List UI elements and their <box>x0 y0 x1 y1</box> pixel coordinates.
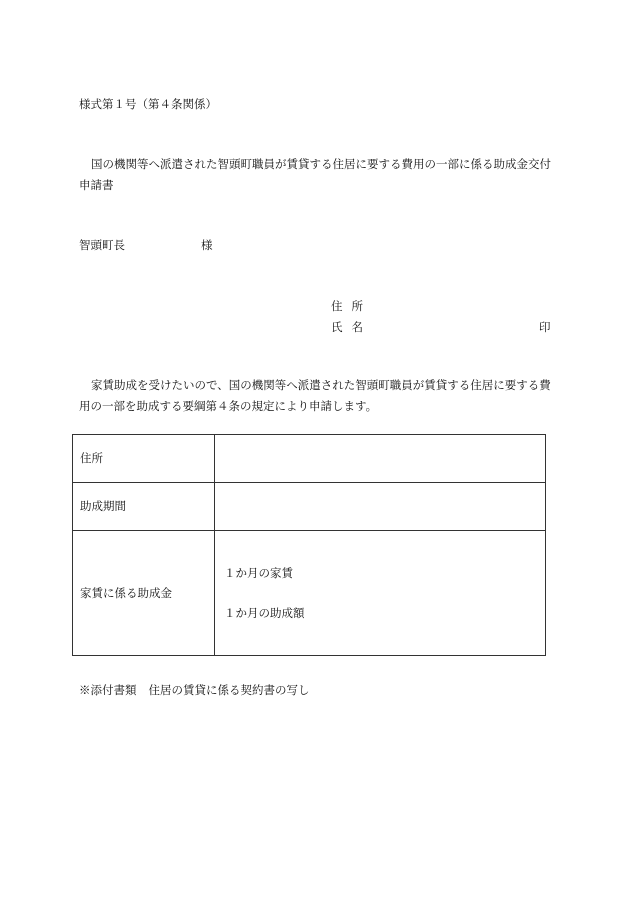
application-statement: 家賃助成を受けたいので、国の機関等へ派遣された智頭町職員が賃貸する住居に要する費用の一部を助成する要綱第４条の規定により申請します。 <box>79 378 551 413</box>
subsidy-lines <box>222 563 545 623</box>
table-row-address <box>73 435 546 483</box>
table-label-address: 住所 <box>73 435 215 483</box>
addressee-name: 智頭町長 <box>79 238 125 252</box>
attachment-label: ※添付書類 <box>79 683 137 697</box>
form-number: 様式第１号（第４条関係） <box>79 97 217 111</box>
table-value-address[interactable] <box>215 435 546 483</box>
applicant-address-label: 住所 <box>331 299 372 313</box>
table-row-period <box>73 483 546 531</box>
attachment-text: 住居の賃貸に係る契約書の写し <box>148 683 310 697</box>
table-row-subsidy <box>73 531 546 656</box>
table-value-period[interactable] <box>215 483 546 531</box>
seal-mark: 印 <box>539 320 551 334</box>
table-label-period: 助成期間 <box>73 483 215 531</box>
table-label-subsidy: 家賃に係る助成金 <box>73 531 215 656</box>
applicant-name-label: 氏名 <box>331 320 372 334</box>
application-table <box>72 434 546 656</box>
monthly-rent-label: １か月の家賃 <box>224 566 293 580</box>
attachment-note <box>79 681 310 699</box>
addressee-honorific: 様 <box>201 238 213 252</box>
document-title: 国の機関等へ派遣された智頭町職員が賃貸する住居に要する費用の一部に係る助成金交付申請書 <box>79 157 551 192</box>
monthly-subsidy-label: １か月の助成額 <box>224 606 305 620</box>
table-value-subsidy[interactable] <box>215 531 546 656</box>
